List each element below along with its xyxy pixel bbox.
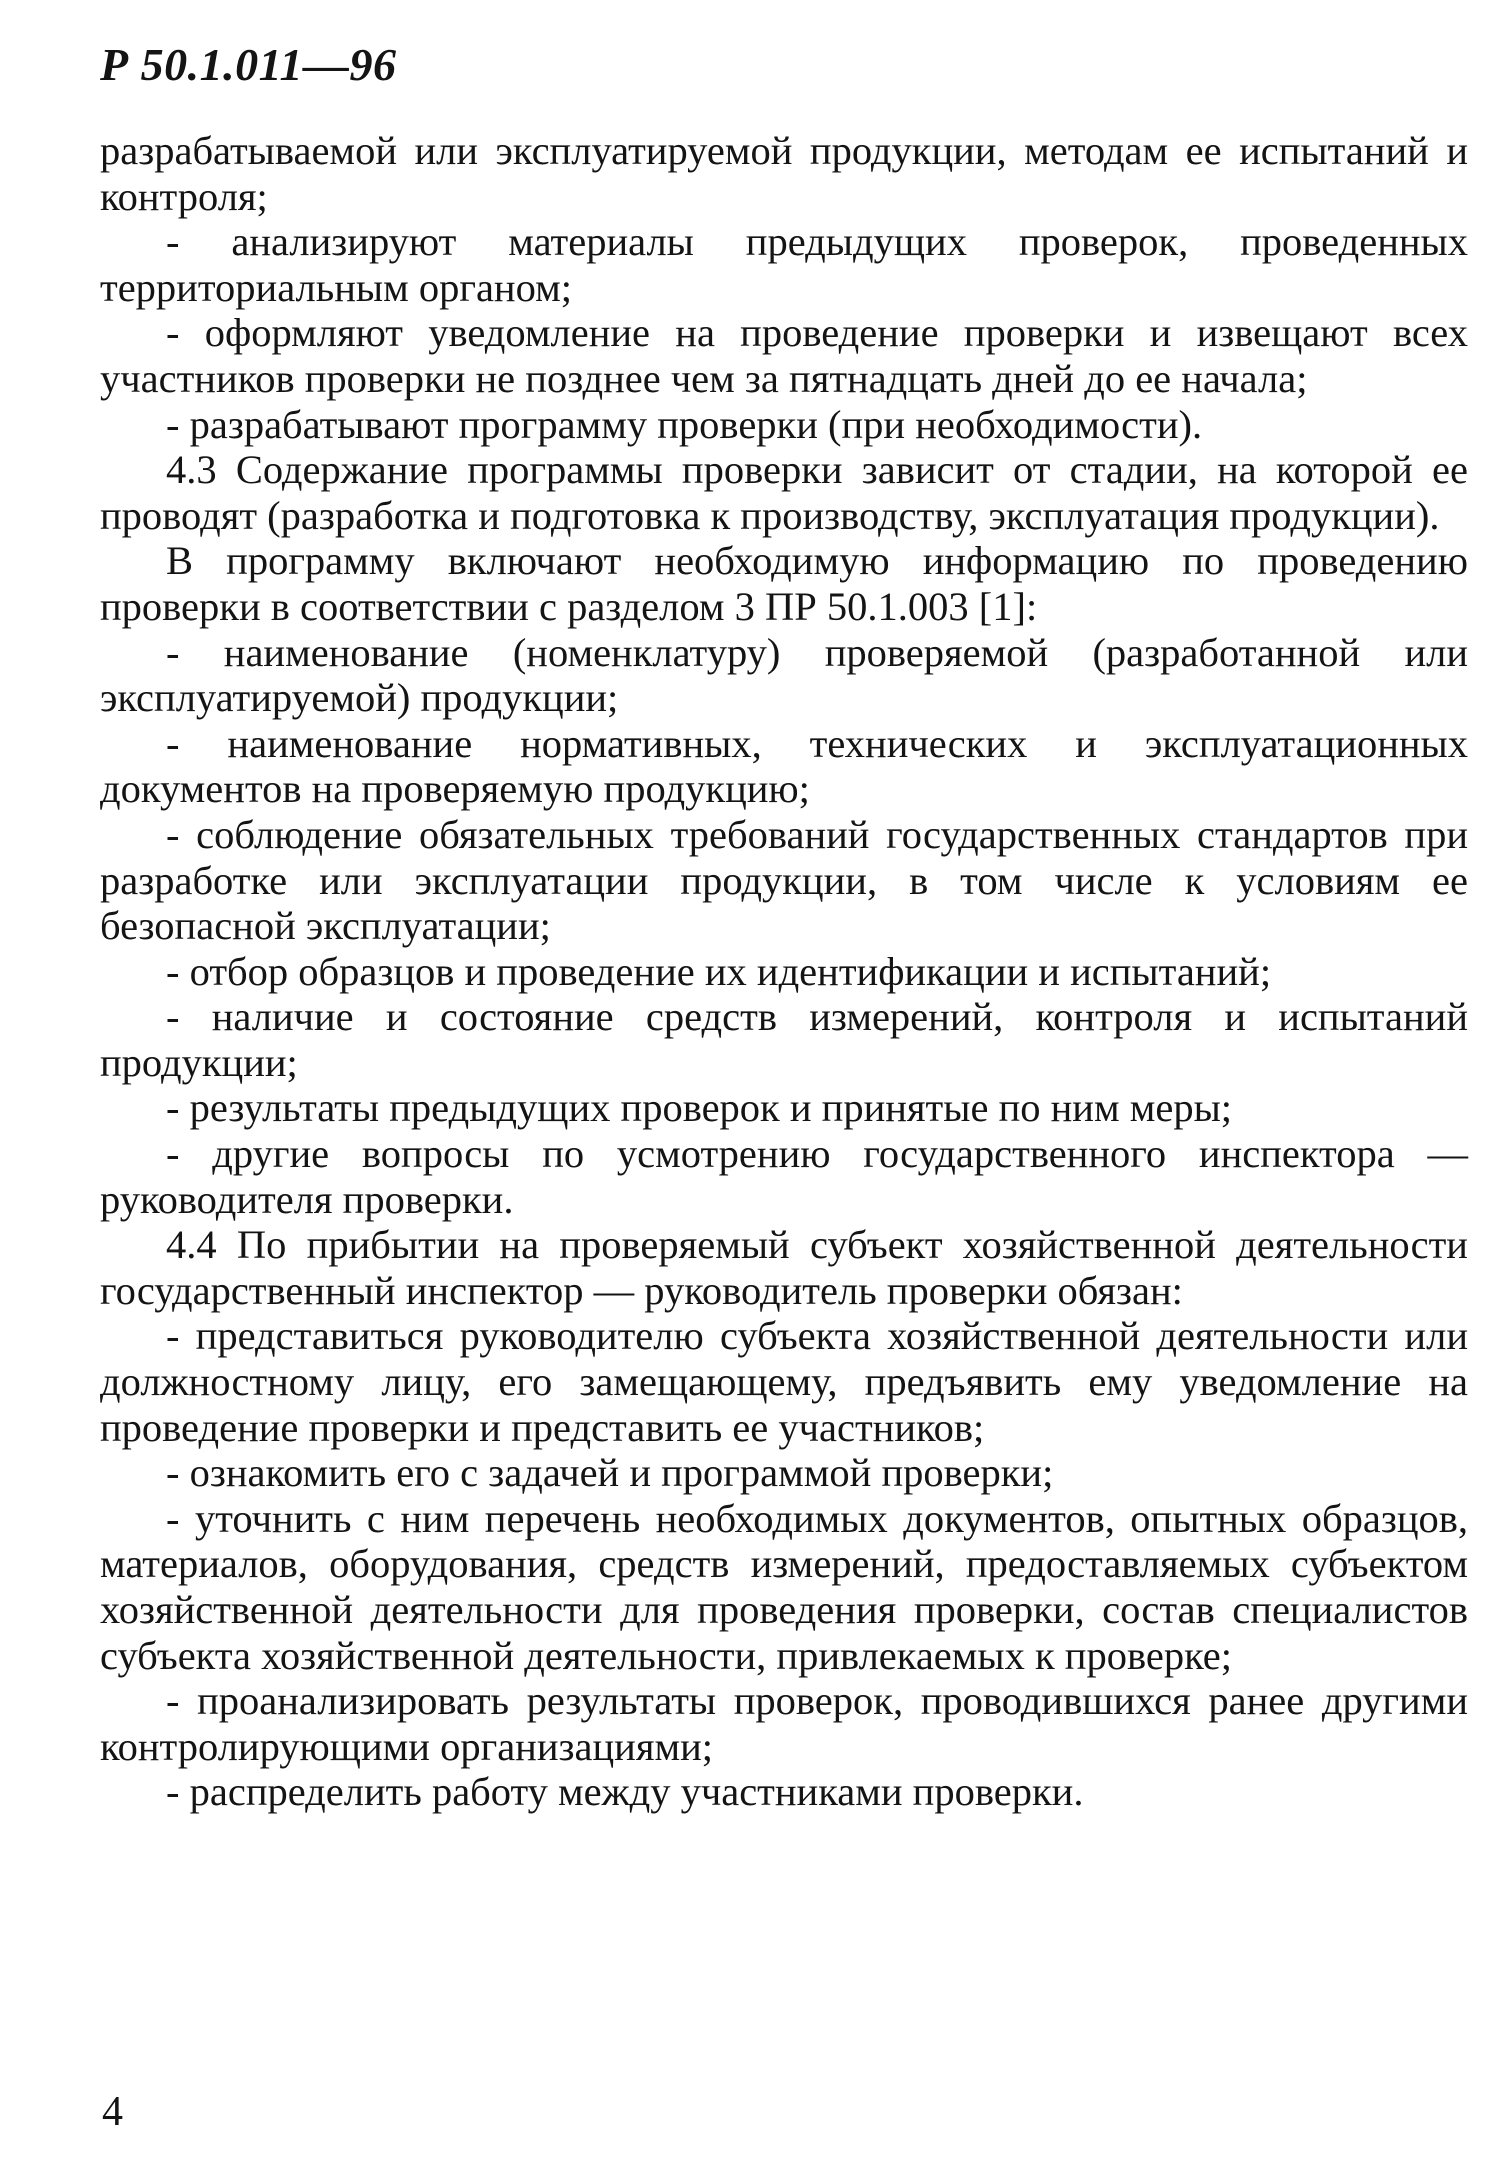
list-item: - соблюдение обязательных требований государственных стандартов при разработке или эксплуатации продукции, в том числе к условиям ее безопасной эксплуатации; xyxy=(100,811,1468,949)
paragraph: В программу включают необходимую информацию по проведению проверки в соответствии с разделом 3 ПР 50.1.003 [1]: xyxy=(100,538,1468,629)
document-code: Р 50.1.011—96 xyxy=(100,39,397,90)
list-item: - другие вопросы по усмотрению государственного инспектора — руководителя проверки. xyxy=(100,1131,1468,1222)
list-item: - отбор образцов и проведение их идентификации и испытаний; xyxy=(166,948,1272,994)
list-item: - ознакомить его с задачей и программой проверки; xyxy=(166,1450,1054,1496)
page-number: 4 xyxy=(102,2089,123,2135)
paragraph: разрабатываемой или эксплуатируемой продукции, методам ее испытаний и контроля; xyxy=(100,128,1468,219)
list-item: - наличие и состояние средств измерений, контроля и испытаний продукции; xyxy=(100,994,1468,1085)
list-item: - наименование нормативных, технических и эксплуатационных документов на проверяемую продукцию; xyxy=(100,720,1468,812)
list-item: - проанализировать результаты проверок, проводившихся ранее другими контролирующими организациями; xyxy=(100,1678,1468,1769)
list-item: - представиться руководителю субъекта хозяйственной деятельности или должностному лицу, его замещающему, предъявить ему уведомление на проведение проверки и представить ее участников; xyxy=(100,1313,1468,1450)
body-text xyxy=(100,128,1468,1815)
list-item: - уточнить с ним перечень необходимых документов, опытных образцов, материалов, оборудования, средств измерений, предоставляемых субъектом хозяйственной деятельности для проведения проверки, состав специалистов субъекта хозяйственной деятельности, привлекаемых к проверке; xyxy=(100,1495,1468,1678)
list-item: - наименование (номенклатуру) проверяемой (разработанной или эксплуатируемой) продукции; xyxy=(100,629,1468,721)
clause-4-4: 4.4 По прибытии на проверяемый субъект хозяйственной деятельности государственный инспектор — руководитель проверки обязан: xyxy=(100,1222,1468,1313)
clause-4-3: 4.3 Содержание программы проверки зависит от стадии, на которой ее проводят (разработка и подготовка к производству, эксплуатация продукции). xyxy=(100,447,1468,538)
list-item: - анализируют материалы предыдущих проверок, проведенных территориальным органом; xyxy=(100,219,1468,310)
list-item: - оформляют уведомление на проведение проверки и извещают всех участников проверки не позднее чем за пятнадцать дней до ее начала; xyxy=(100,310,1468,401)
list-item: - разрабатывают программу проверки (при необходимости). xyxy=(166,401,1203,447)
list-item: - результаты предыдущих проверок и принятые по ним меры; xyxy=(166,1085,1233,1131)
list-item: - распределить работу между участниками проверки. xyxy=(166,1769,1084,1815)
